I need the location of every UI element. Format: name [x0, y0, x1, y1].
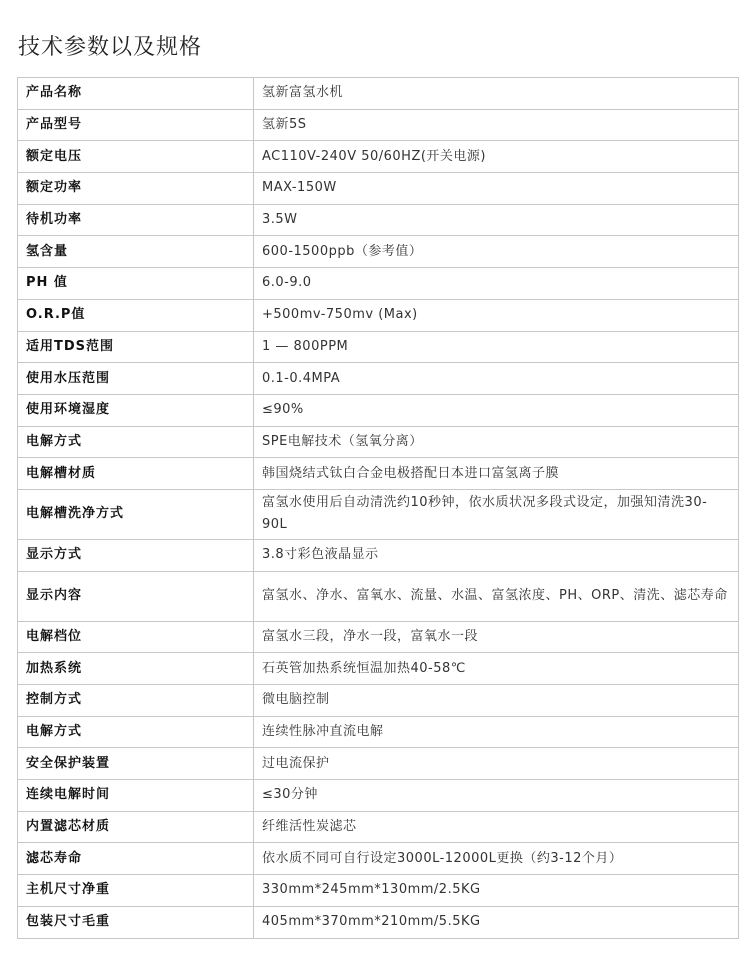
spec-row [18, 621, 739, 653]
spec-row [18, 653, 739, 685]
spec-label: 内置滤芯材质 [18, 811, 254, 843]
spec-label: 控制方式 [18, 685, 254, 717]
spec-row [18, 875, 739, 907]
spec-value: 0.1-0.4MPA [254, 363, 739, 395]
spec-row [18, 716, 739, 748]
spec-row [18, 141, 739, 173]
spec-row [18, 173, 739, 205]
spec-value: 6.0-9.0 [254, 268, 739, 300]
spec-value: ≤90% [254, 394, 739, 426]
spec-label: 加热系统 [18, 653, 254, 685]
spec-row [18, 571, 739, 621]
spec-label: 产品名称 [18, 78, 254, 110]
spec-value: ≤30分钟 [254, 780, 739, 812]
spec-label: 滤芯寿命 [18, 843, 254, 875]
spec-value: 405mm*370mm*210mm/5.5KG [254, 906, 739, 938]
spec-label: 使用水压范围 [18, 363, 254, 395]
spec-value: 石英管加热系统恒温加热40-58℃ [254, 653, 739, 685]
spec-label: 产品型号 [18, 109, 254, 141]
spec-value: 富氢水使用后自动清洗约10秒钟，依水质状况多段式设定，加强知清洗30-90L [254, 489, 739, 539]
spec-value: MAX-150W [254, 173, 739, 205]
spec-label: 电解方式 [18, 716, 254, 748]
spec-label: 电解槽材质 [18, 458, 254, 490]
spec-label: 包装尺寸毛重 [18, 906, 254, 938]
spec-label: O.R.P值 [18, 299, 254, 331]
spec-label: 显示方式 [18, 539, 254, 571]
spec-value: 1 — 800PPM [254, 331, 739, 363]
spec-value: 3.8寸彩色液晶显示 [254, 539, 739, 571]
spec-value: 富氢水、净水、富氧水、流量、水温、富氢浓度、PH、ORP、清洗、滤芯寿命 [254, 571, 739, 621]
spec-row [18, 843, 739, 875]
spec-value: 过电流保护 [254, 748, 739, 780]
spec-label: 主机尺寸净重 [18, 875, 254, 907]
spec-label: 使用环境湿度 [18, 394, 254, 426]
spec-row [18, 426, 739, 458]
spec-row [18, 109, 739, 141]
spec-value: 3.5W [254, 204, 739, 236]
spec-label: 待机功率 [18, 204, 254, 236]
spec-label: PH 值 [18, 268, 254, 300]
spec-value: 氢新5S [254, 109, 739, 141]
spec-label: 额定电压 [18, 141, 254, 173]
spec-value: 富氢水三段，净水一段，富氧水一段 [254, 621, 739, 653]
spec-row [18, 685, 739, 717]
spec-value: 依水质不同可自行设定3000L-12000L更换（约3-12个月） [254, 843, 739, 875]
spec-row [18, 331, 739, 363]
spec-label: 电解方式 [18, 426, 254, 458]
spec-value: 纤维活性炭滤芯 [254, 811, 739, 843]
spec-value: 微电脑控制 [254, 685, 739, 717]
spec-value: AC110V-240V 50/60HZ(开关电源) [254, 141, 739, 173]
spec-row [18, 394, 739, 426]
spec-row [18, 906, 739, 938]
spec-row [18, 539, 739, 571]
spec-label: 显示内容 [18, 571, 254, 621]
spec-table [17, 77, 739, 939]
spec-row [18, 363, 739, 395]
spec-label: 连续电解时间 [18, 780, 254, 812]
spec-label: 安全保护装置 [18, 748, 254, 780]
spec-label: 额定功率 [18, 173, 254, 205]
spec-value: 330mm*245mm*130mm/2.5KG [254, 875, 739, 907]
spec-value: +500mv-750mv (Max) [254, 299, 739, 331]
spec-row [18, 811, 739, 843]
spec-row [18, 236, 739, 268]
spec-value: 600-1500ppb（参考值） [254, 236, 739, 268]
spec-row [18, 780, 739, 812]
spec-label: 电解档位 [18, 621, 254, 653]
spec-row [18, 268, 739, 300]
spec-label: 电解槽洗净方式 [18, 489, 254, 539]
spec-row [18, 748, 739, 780]
spec-row [18, 489, 739, 539]
spec-row [18, 299, 739, 331]
spec-label: 适用TDS范围 [18, 331, 254, 363]
spec-row [18, 458, 739, 490]
spec-value: SPE电解技术（氢氧分离） [254, 426, 739, 458]
spec-label: 氢含量 [18, 236, 254, 268]
spec-row [18, 78, 739, 110]
spec-value: 韩国烧结式钛白合金电极搭配日本进口富氢离子膜 [254, 458, 739, 490]
spec-row [18, 204, 739, 236]
spec-value: 连续性脉冲直流电解 [254, 716, 739, 748]
spec-value: 氢新富氢水机 [254, 78, 739, 110]
page-title: 技术参数以及规格 [18, 35, 203, 60]
